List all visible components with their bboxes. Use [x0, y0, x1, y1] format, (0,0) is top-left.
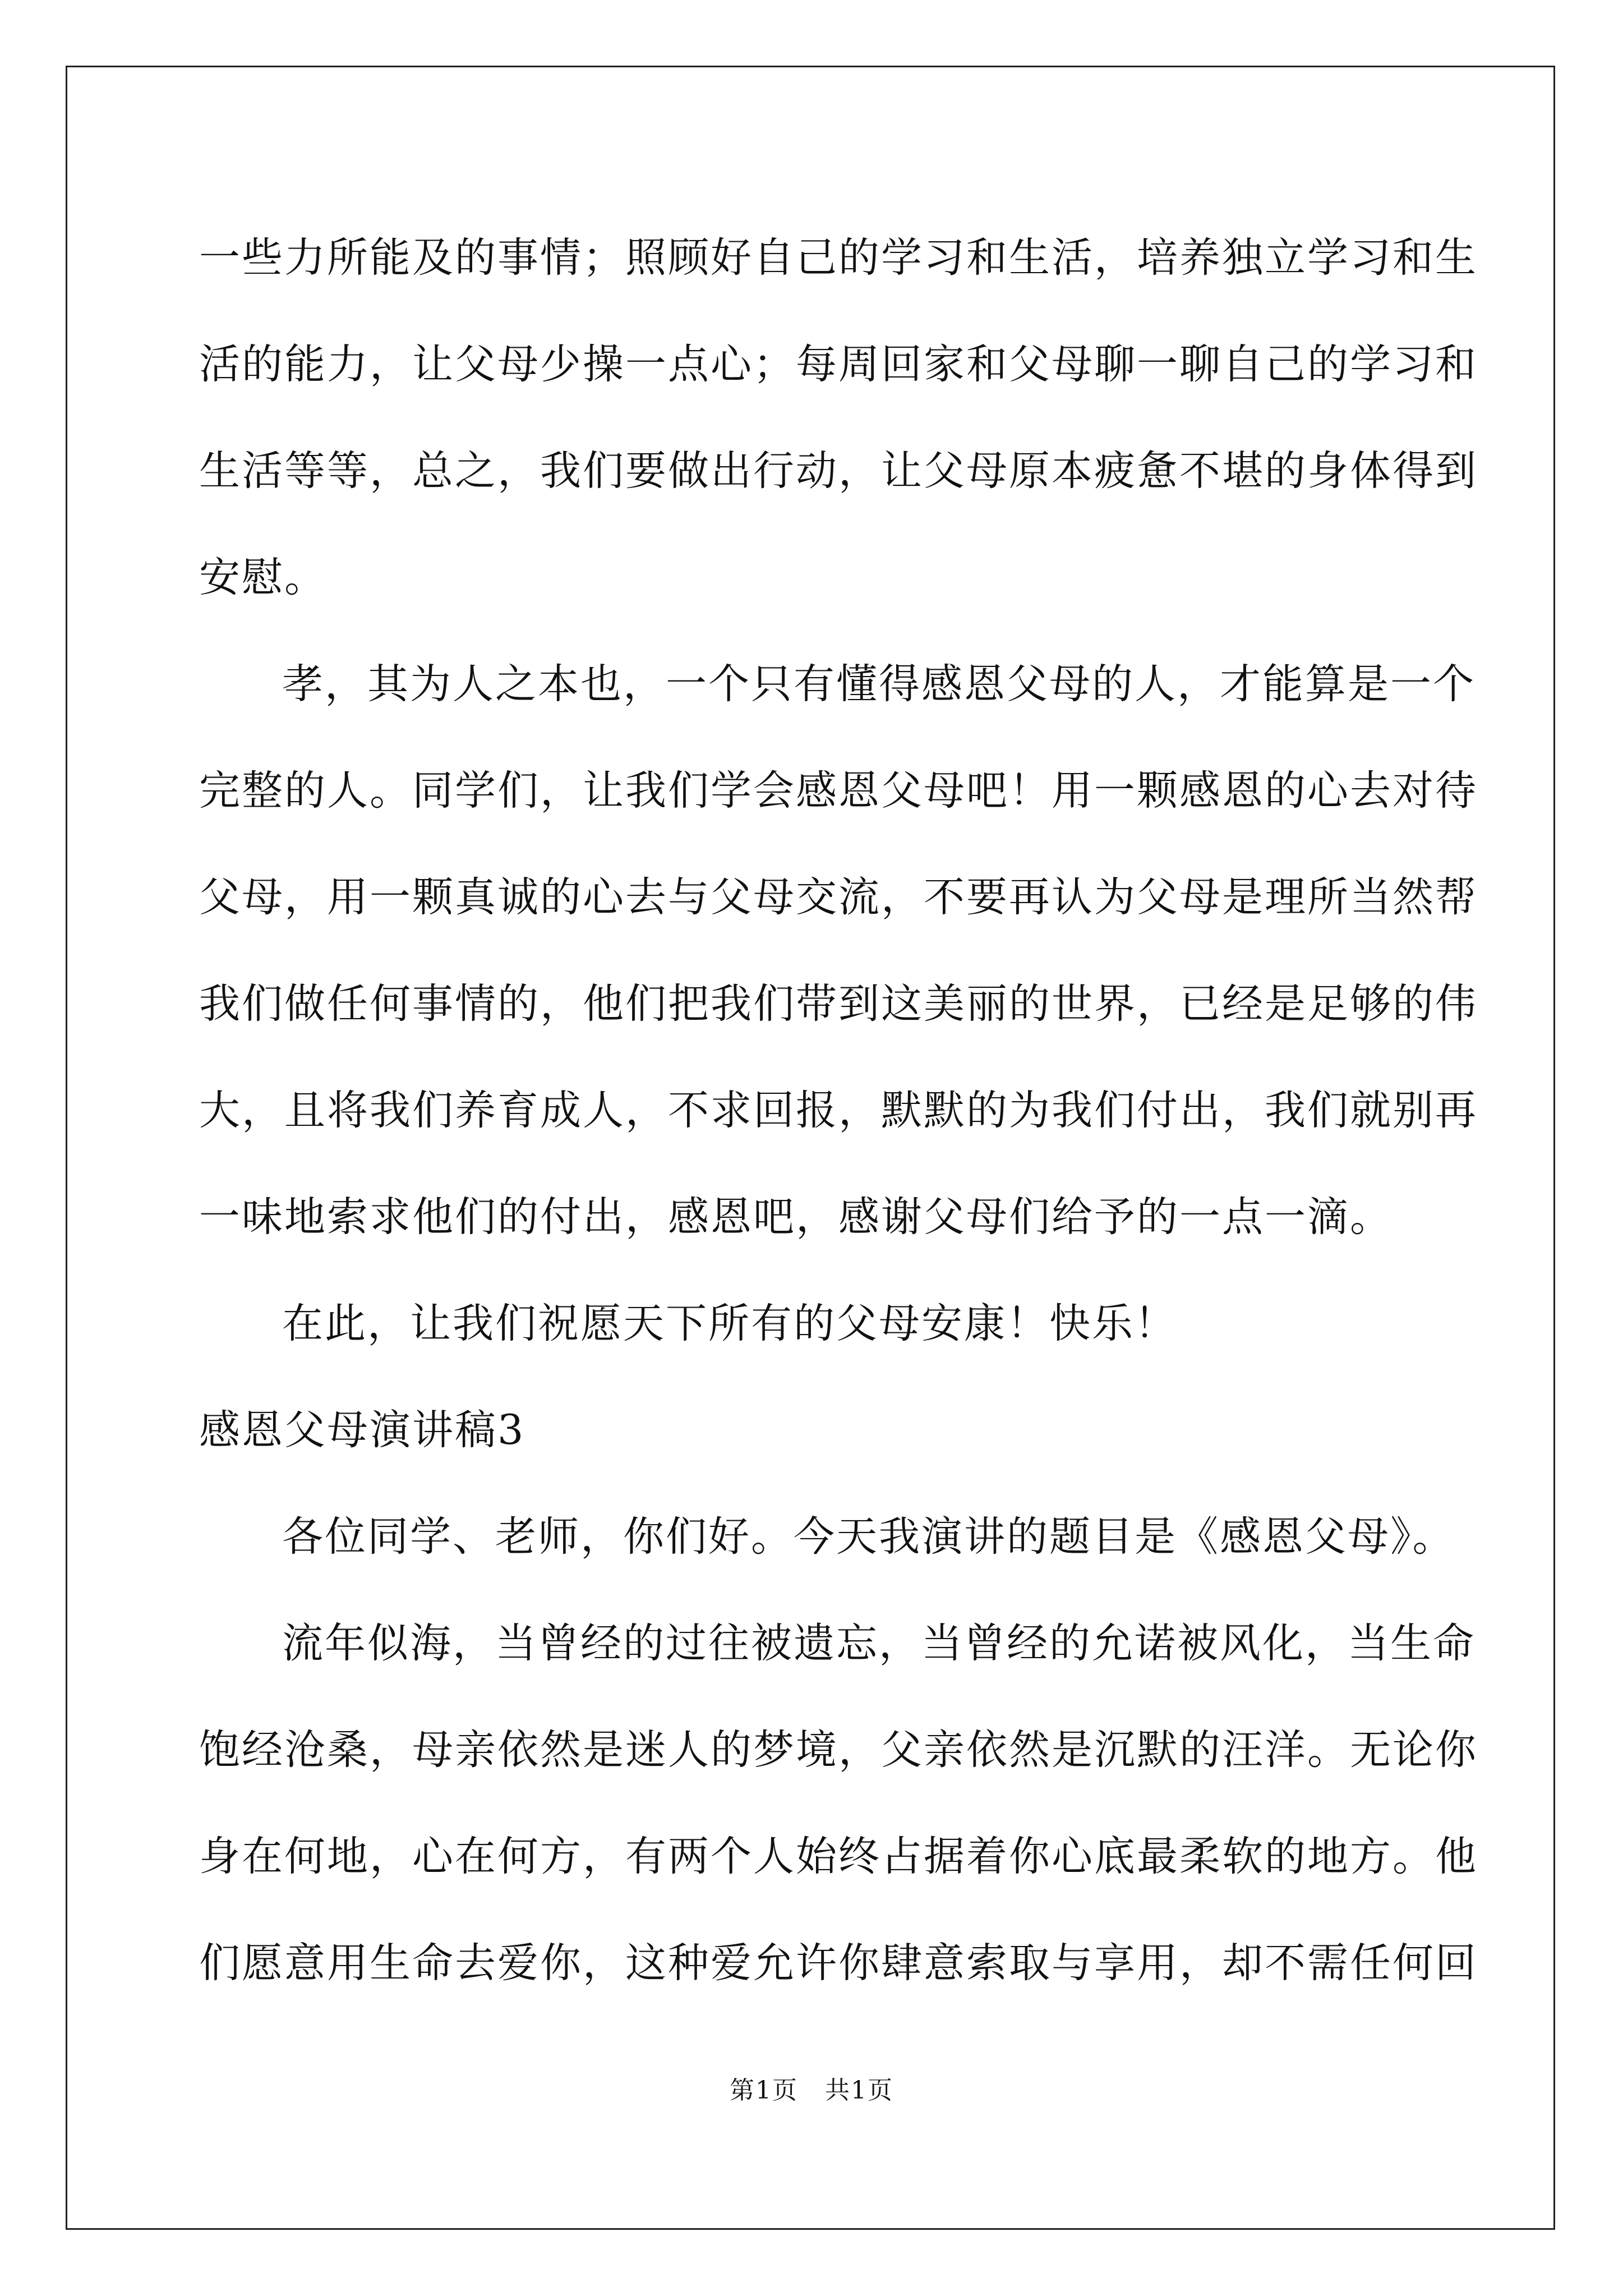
text-line: 们愿意用生命去爱你，这种爱允许你肆意索取与享用，却不需任何回 — [199, 1939, 1478, 1987]
paragraph-first-line: 流年似海，当曾经的过往被遗忘，当曾经的允诺被风化，当生命 — [282, 1619, 1476, 1667]
text-line: 父母，用一颗真诚的心去与父母交流，不要再认为父母是理所当然帮 — [199, 873, 1478, 921]
paragraph-first-line: 在此，让我们祝愿天下所有的父母安康！快乐！ — [282, 1300, 1177, 1347]
paragraph-first-line: 孝，其为人之本也，一个只有懂得感恩父母的人，才能算是一个 — [282, 660, 1476, 708]
text-line: 一些力所能及的事情；照顾好自己的学习和生活，培养独立学习和生 — [199, 234, 1478, 282]
text-line: 活的能力，让父母少操一点心；每周回家和父母聊一聊自己的学习和 — [199, 341, 1478, 388]
text-line: 生活等等，总之，我们要做出行动，让父母原本疲惫不堪的身体得到 — [199, 447, 1478, 495]
text-line: 我们做任何事情的，他们把我们带到这美丽的世界，已经是足够的伟 — [199, 980, 1478, 1028]
section-heading: 感恩父母演讲稿3 — [199, 1406, 525, 1454]
page-number-footer: 第1页 共1页 — [730, 2076, 893, 2105]
text-line: 大，且将我们养育成人，不求回报，默默的为我们付出，我们就别再 — [199, 1087, 1478, 1134]
text-line: 身在何地，心在何方，有两个人始终占据着你心底最柔软的地方。他 — [199, 1833, 1478, 1880]
text-line: 饱经沧桑，母亲依然是迷人的梦境，父亲依然是沉默的汪洋。无论你 — [199, 1726, 1478, 1774]
text-line: 完整的人。同学们，让我们学会感恩父母吧！用一颗感恩的心去对待 — [199, 767, 1478, 815]
document-body — [199, 205, 1478, 2017]
text-line: 一味地索求他们的付出，感恩吧，感谢父母们给予的一点一滴。 — [199, 1193, 1393, 1241]
paragraph-first-line: 各位同学、老师，你们好。今天我演讲的题目是《感恩父母》。 — [282, 1513, 1455, 1561]
text-line: 安慰。 — [199, 554, 327, 601]
